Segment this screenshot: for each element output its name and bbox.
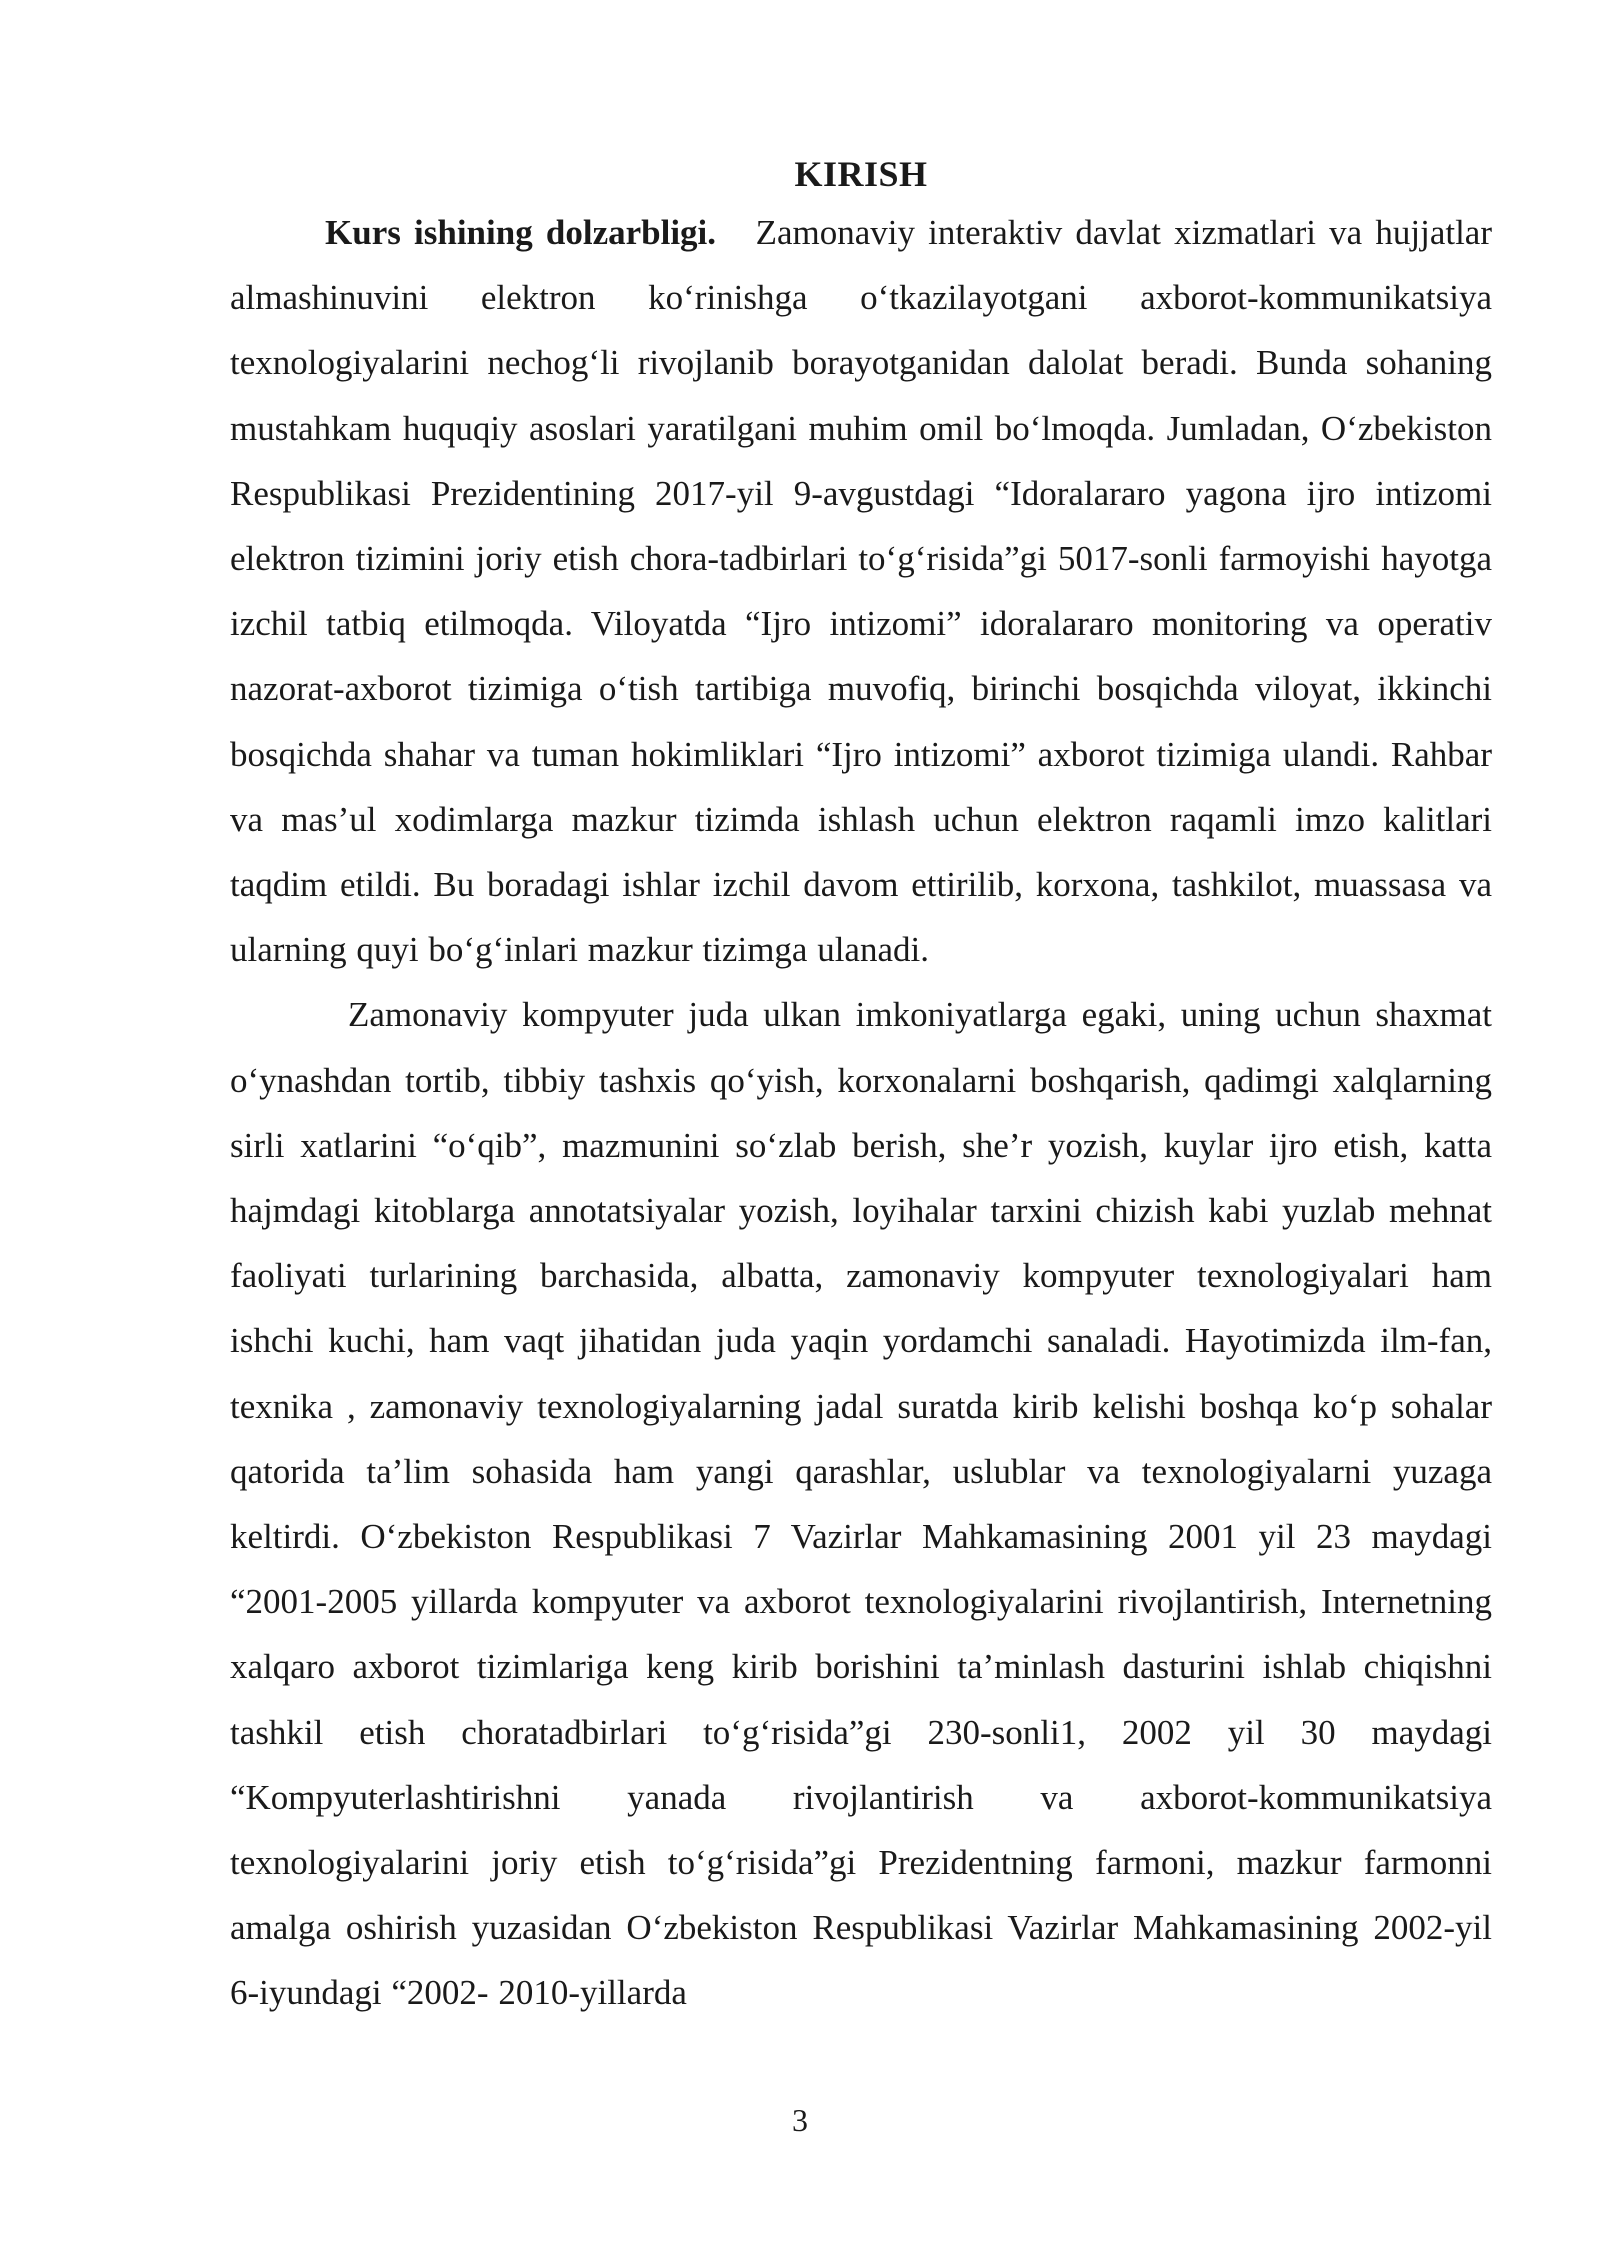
paragraph-body: Zamonaviy interaktiv davlat xizmatlari va hujjatlar almashinuvini elektron koʻrinishga oʻtkazilayotgani axborot-kommunikatsiya texnologiyalarini nechogʻli rivojlanib borayotganidan dalolat beradi. Bunda sohaning mustahkam huquqiy asoslari yaratilgani muhim omil boʻlmoqda. Jumladan, Oʻzbekiston Respublikasi Prezidentining 2017-yil 9-avgustdagi “Idoralararo yagona ijro intizomi elektron tizimini joriy etish chora-tadbirlari toʻgʻrisida”gi 5017-sonli farmoyishi hayotga izchil tatbiq etilmoqda. Viloyatda “Ijro intizomi” idoralararo monitoring va operativ nazorat-axborot tizimiga oʻtish tartibiga muvofiq, birinchi bosqichda viloyat, ikkinchi bosqichda shahar va tuman hokimliklari “Ijro intizomi” axborot tizimiga ulandi. Rahbar va mas’ul xodimlarga mazkur tizimda ishlash uchun elektron raqamli imzo kalitlari taqdim etildi. Bu boradagi ishlar izchil davom ettirilib, korxona, tashkilot, muassasa va ularning quyi boʻgʻinlari mazkur tizimga ulanadi. (230, 213, 1493, 970)
page-number: 3 (792, 2102, 808, 2138)
paragraph-computers: Zamonaviy kompyuter juda ulkan imkoniyatlarga egaki, uning uchun shaxmat oʻynashdan tortib, tibbiy tashxis qoʻyish, korxonalarni boshqarish, qadimgi xalqlarning sirli xatlarini “oʻqib”, mazmunini soʻzlab berish, she’r yozish, kuylar ijro etish, katta hajmdagi kitoblarga annotatsiyalar yozish, loyihalar tarxini chizish kabi yuzlab mehnat faoliyati turlarining barchasida, albatta, zamonaviy kompyuter texnologiyalari ham ishchi kuchi, ham vaqt jihatidan juda yaqin yordamchi sanaladi. Hayotimizda ilm-fan, texnika , zamonaviy texnologiyalarning jadal suratda kirib kelishi boshqa koʻp sohalar qatorida ta’lim sohasida ham yangi qarashlar, uslublar va texnologiyalarni yuzaga keltirdi. Oʻzbekiston Respublikasi 7 Vazirlar Mahkamasining 2001 yil 23 maydagi “2001-2005 yillarda kompyuter va axborot texnologiyalarini rivojlantirish, Internetning xalqaro axborot tizimlariga keng kirib borishini ta’minlash dasturini ishlab chiqishni tashkil etish choratadbirlari toʻgʻrisida”gi 230-sonli1, 2002 yil 30 maydagi “Kompyuterlashtirishni yanada rivojlantirish va axborot-kommunikatsiya texnologiyalarini joriy etish toʻgʻrisida”gi Prezidentning farmoni, mazkur farmonni amalga oshirish yuzasidan Oʻzbekiston Respublikasi Vazirlar Mahkamasining 2002-yil 6-iyundagi “2002- 2010-yillarda (230, 995, 1492, 2013)
section-title: KIRISH (794, 154, 928, 194)
document-page (230, 150, 1492, 2026)
paragraph-relevance (230, 200, 1492, 982)
paragraph-lead: Kurs ishining dolzarbligi. (325, 213, 717, 252)
